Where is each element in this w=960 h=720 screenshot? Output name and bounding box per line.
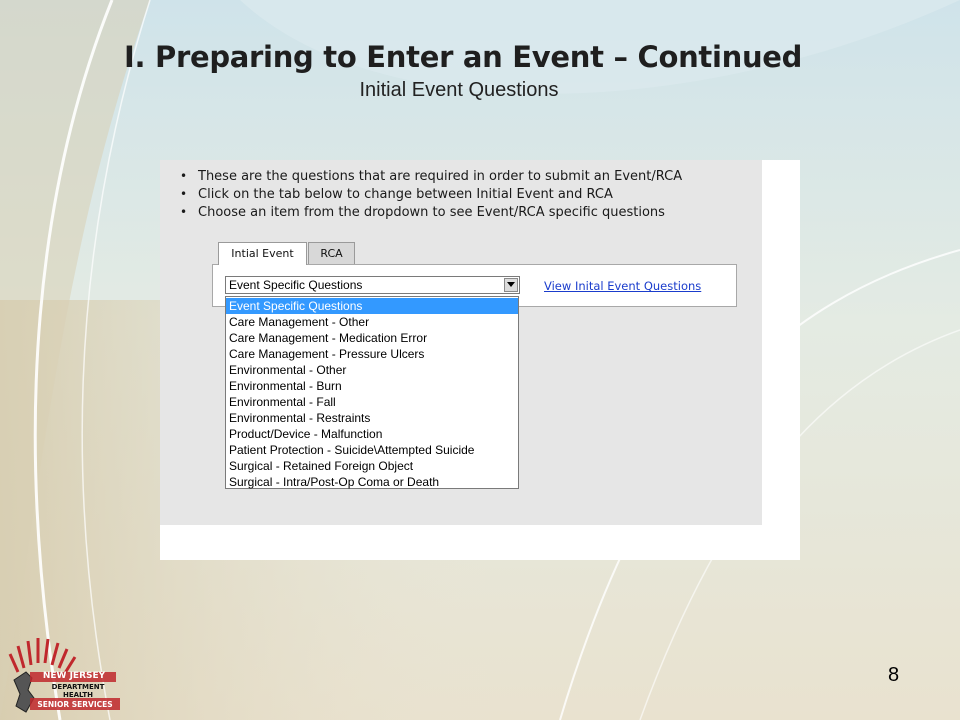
instruction-item: • Choose an item from the dropdown to see Event/RCA specific questions — [180, 203, 682, 221]
event-type-select[interactable] — [225, 276, 520, 294]
view-initial-event-questions-link[interactable]: View Inital Event Questions — [544, 279, 702, 293]
dropdown-option[interactable]: Environmental - Fall — [229, 395, 336, 409]
dropdown-option[interactable]: Care Management - Medication Error — [229, 331, 428, 345]
event-type-dropdown-list — [225, 296, 519, 489]
dropdown-option[interactable]: Product/Device - Malfunction — [229, 427, 383, 441]
dropdown-option[interactable]: Environmental - Restraints — [229, 411, 371, 425]
screenshot-panel — [160, 160, 800, 560]
tab-initial-event[interactable]: Intial Event — [218, 242, 307, 265]
dropdown-arrow-button[interactable] — [504, 278, 518, 292]
logo-text-department: DEPARTMENT — [51, 683, 105, 691]
instruction-list — [180, 167, 682, 221]
slide-title: I. Preparing to Enter an Event – Continued — [124, 40, 803, 74]
dropdown-option[interactable]: Care Management - Other — [229, 315, 370, 329]
dropdown-option[interactable]: Environmental - Burn — [229, 379, 342, 393]
dropdown-option[interactable]: Event Specific Questions — [226, 298, 518, 314]
select-value: Event Specific Questions — [229, 278, 363, 292]
form-area — [160, 160, 762, 525]
dropdown-option[interactable]: Surgical - Intra/Post-Op Coma or Death — [229, 475, 440, 489]
instruction-item: • Click on the tab below to change between Initial Event and RCA — [180, 185, 682, 203]
instruction-item: • These are the questions that are required in order to submit an Event/RCA — [180, 167, 682, 185]
chevron-down-icon — [507, 282, 515, 288]
dropdown-option[interactable]: Environmental - Other — [229, 363, 347, 377]
dropdown-option[interactable]: Surgical - Retained Foreign Object — [229, 459, 414, 473]
page-number: 8 — [888, 664, 900, 686]
logo-text-state: NEW JERSEY — [42, 671, 106, 681]
dropdown-option[interactable]: Care Management - Pressure Ulcers — [229, 347, 425, 361]
nj-health-logo — [4, 632, 122, 716]
dropdown-option[interactable]: Patient Protection - Suicide\Attempted Suicide — [229, 443, 475, 457]
logo-text-health: HEALTH — [63, 691, 93, 699]
slide-subtitle: Initial Event Questions — [359, 79, 559, 101]
logo-text-senior-services: SENIOR SERVICES — [37, 700, 113, 709]
tab-rca[interactable]: RCA — [308, 242, 355, 264]
